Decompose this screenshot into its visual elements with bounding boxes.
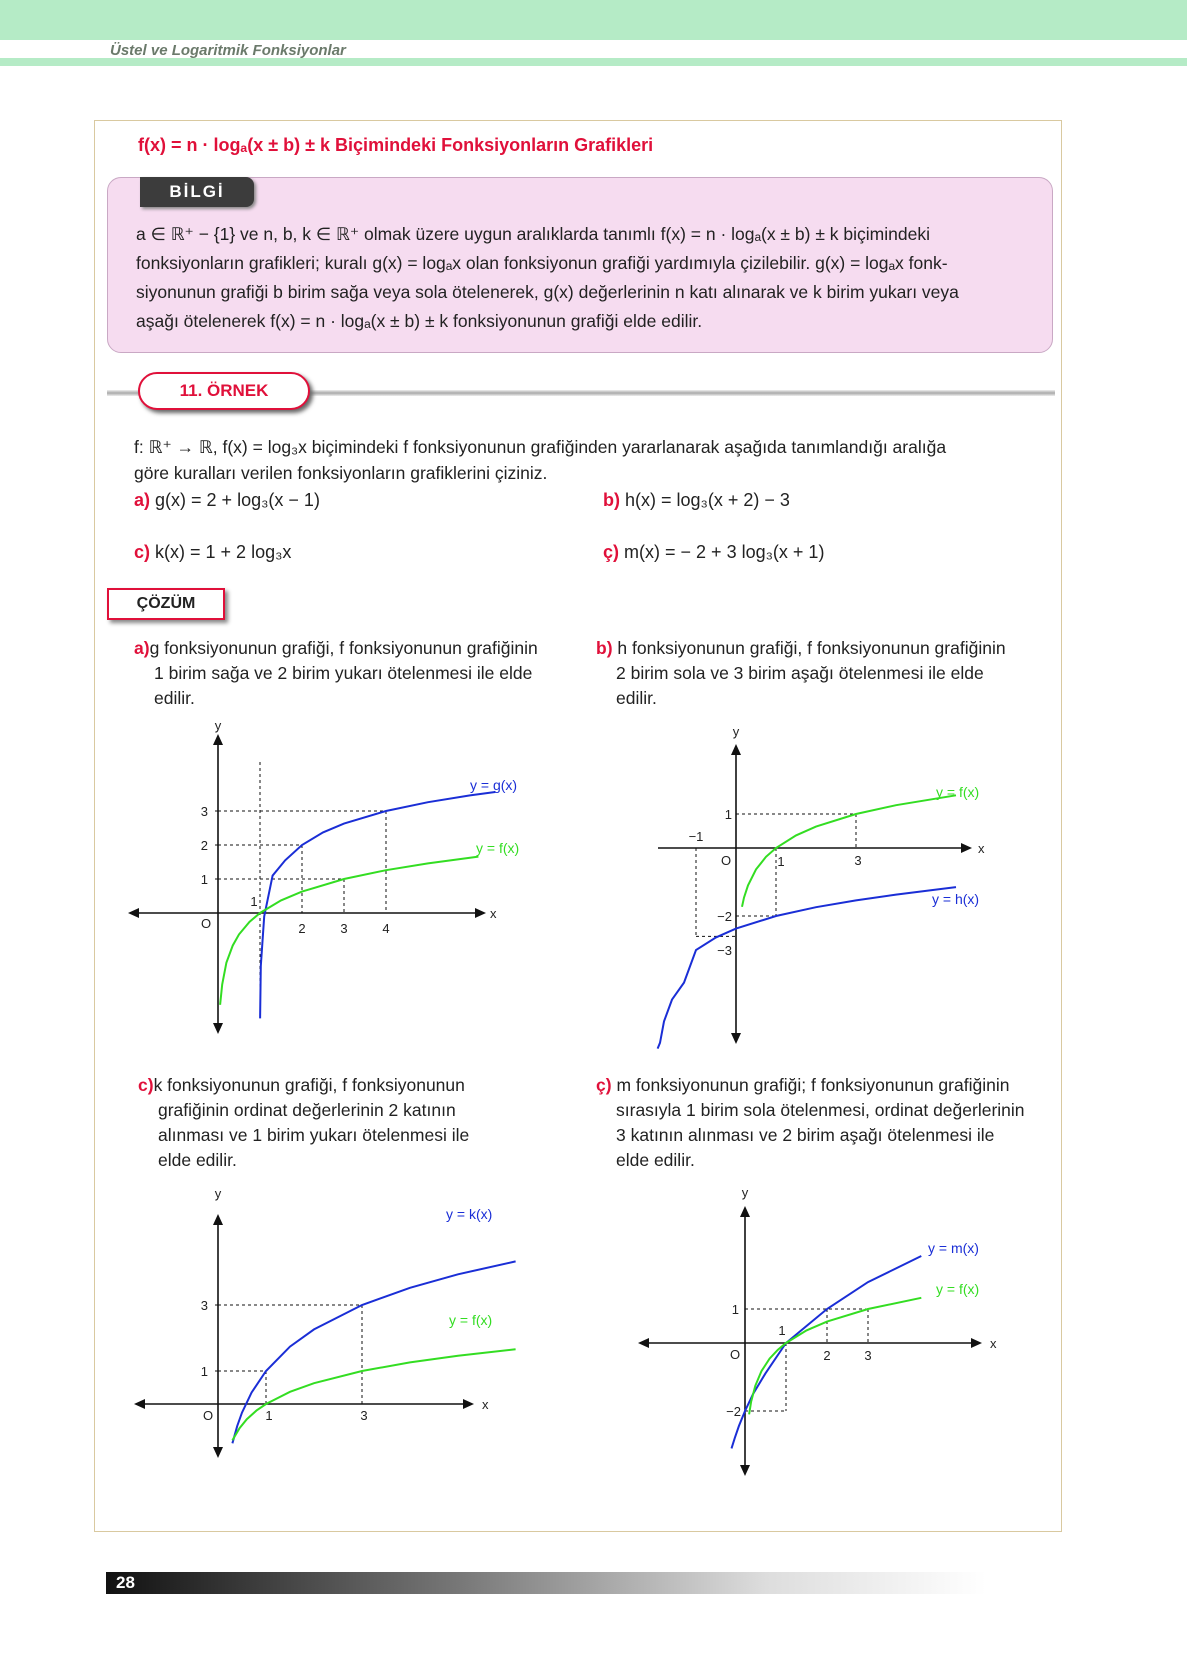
solution-label: c) xyxy=(138,1075,154,1095)
chapter-title: Üstel ve Logaritmik Fonksiyonlar xyxy=(110,42,346,59)
part-c xyxy=(134,542,291,563)
x-tick-label: 3 xyxy=(854,853,862,868)
page-number: 28 xyxy=(116,1573,135,1592)
solution-line: sırasıyla 1 birim sola ötelenmesi, ordinat değerlerinin xyxy=(616,1100,1025,1120)
part-label: ç) xyxy=(603,542,620,562)
x-axis-label: x xyxy=(978,841,985,856)
solution-line: elde edilir. xyxy=(616,1150,695,1170)
solution-label: ç) xyxy=(596,1075,612,1095)
y-tick-label: 3 xyxy=(200,1298,208,1313)
solution-label: b) xyxy=(596,638,613,658)
solution-b-text xyxy=(596,636,1056,711)
part-label: b) xyxy=(603,490,620,510)
y-tick-label: −2 xyxy=(717,909,732,924)
curve-g-label: y = g(x) xyxy=(470,777,518,793)
y-tick-label: 2 xyxy=(200,838,208,853)
y-axis-label: y xyxy=(741,1185,749,1200)
y-tick-label: 1 xyxy=(200,872,208,887)
x-tick-label: −1 xyxy=(688,829,704,844)
example-question xyxy=(134,434,1054,486)
x-tick-label: 1 xyxy=(250,894,258,909)
solution-c-text xyxy=(138,1073,578,1173)
origin-label: O xyxy=(202,1408,214,1423)
curve-f-label: y = f(x) xyxy=(476,840,520,856)
y-tick-label: 1 xyxy=(731,1302,739,1317)
solution-line: alınması ve 1 birim yukarı ötelenmesi ile xyxy=(158,1125,470,1145)
solution-line: h fonksiyonunun grafiği, f fonksiyonunun grafiğinin xyxy=(617,638,1006,658)
section-title: f(x) = n · logₐ(x ± b) ± k Biçimindeki Fonksiyonların Grafikleri xyxy=(138,135,654,155)
solution-line: elde edilir. xyxy=(158,1150,237,1170)
y-tick-label: −2 xyxy=(726,1404,741,1419)
curve-h-label: y = h(x) xyxy=(932,891,980,907)
solution-line: edilir. xyxy=(616,688,657,708)
part-b xyxy=(603,490,790,511)
x-tick-label: 1 xyxy=(777,854,785,869)
solution-line: g fonksiyonunun grafiği, f fonksiyonunun grafiğinin xyxy=(149,638,538,658)
info-line: fonksiyonların grafikleri; kuralı g(x) = logₐx olan fonksiyonun grafiği yardımıyla çizilebilir. g(x) = logₐx fonk- xyxy=(136,253,948,273)
solution-line: 2 birim sola ve 3 birim aşağı ötelenmesi ile elde xyxy=(616,663,984,683)
solution-line: edilir. xyxy=(154,688,195,708)
y-tick-label: −3 xyxy=(717,943,732,958)
x-tick-label: 4 xyxy=(382,921,390,936)
solution-tab: ÇÖZÜM xyxy=(107,588,225,620)
solution-a-text xyxy=(134,636,574,711)
solution-label: a) xyxy=(134,638,150,658)
solution-d-text xyxy=(596,1073,1066,1173)
x-tick-label: 3 xyxy=(864,1348,872,1363)
origin-label: O xyxy=(729,1347,741,1362)
origin-label: O xyxy=(720,853,732,868)
part-formula: h(x) = log₃(x + 2) − 3 xyxy=(625,490,790,510)
x-tick-label: 3 xyxy=(360,1408,368,1423)
info-line: a ∈ ℝ⁺ − {1} ve n, b, k ∈ ℝ⁺ olmak üzere uygun aralıklarda tanımlı f(x) = n · logₐ(x ± b) ± k biçimindeki xyxy=(136,224,930,244)
x-tick-label: 2 xyxy=(298,921,306,936)
x-axis-label: x xyxy=(990,1336,997,1351)
origin-label: O xyxy=(200,916,212,931)
y-tick-label: 3 xyxy=(200,804,208,819)
x-axis-label: x xyxy=(482,1397,489,1412)
question-line: göre kuralları verilen fonksiyonların grafiklerini çiziniz. xyxy=(134,463,548,483)
curve-m-label: y = m(x) xyxy=(928,1240,979,1256)
info-text xyxy=(136,220,1036,336)
part-a xyxy=(134,490,320,511)
curve-f-label: y = f(x) xyxy=(936,1281,980,1297)
solution-line: grafiğinin ordinat değerlerinin 2 katının xyxy=(158,1100,456,1120)
y-axis-label: y xyxy=(214,1186,222,1201)
curve-k-label: y = k(x) xyxy=(446,1206,493,1222)
part-label: c) xyxy=(134,542,151,562)
part-formula: m(x) = − 2 + 3 log₃(x + 1) xyxy=(624,542,825,562)
curve-f-label: y = f(x) xyxy=(449,1312,493,1328)
x-tick-label: 3 xyxy=(340,921,348,936)
info-tab: BİLGİ xyxy=(140,177,254,207)
part-formula: g(x) = 2 + log₃(x − 1) xyxy=(155,490,320,510)
x-tick-label: 1 xyxy=(778,1323,786,1338)
solution-line: k fonksiyonunun grafiği, f fonksiyonunun xyxy=(153,1075,465,1095)
part-label: a) xyxy=(134,490,151,510)
x-tick-label: 2 xyxy=(823,1348,831,1363)
part-d xyxy=(603,542,824,563)
y-tick-label: 1 xyxy=(724,807,732,822)
example-tab: 11. ÖRNEK xyxy=(138,372,310,410)
x-tick-label: 1 xyxy=(265,1408,273,1423)
y-axis-label: y xyxy=(214,718,222,733)
x-axis-label: x xyxy=(490,906,497,921)
solution-line: 3 katının alınması ve 2 birim aşağı ötelenmesi ile xyxy=(616,1125,995,1145)
solution-line: 1 birim sağa ve 2 birim yukarı ötelenmesi ile elde xyxy=(154,663,533,683)
info-line: siyonunun grafiği b birim sağa veya sola ötelenerek, g(x) değerlerinin n katı alınarak ve k birim yukarı veya xyxy=(136,282,959,302)
part-formula: k(x) = 1 + 2 log₃x xyxy=(155,542,292,562)
question-line: f: ℝ⁺ → ℝ, f(x) = log₃x biçimindeki f fonksiyonunun grafiğinden yararlanarak aşağıda tanımlandığı aralığa xyxy=(134,437,947,457)
curve-f-label: y = f(x) xyxy=(936,784,980,800)
info-line: aşağı ötelenerek f(x) = n · logₐ(x ± b) ± k fonksiyonunun grafiği elde edilir. xyxy=(136,311,703,331)
top-color-band xyxy=(0,0,1187,40)
footer-bar xyxy=(106,1572,986,1594)
y-axis-label: y xyxy=(732,724,740,739)
solution-line: m fonksiyonunun grafiği; f fonksiyonunun grafiğinin xyxy=(616,1075,1010,1095)
top-color-line xyxy=(0,58,1187,66)
y-tick-label: 1 xyxy=(200,1364,208,1379)
